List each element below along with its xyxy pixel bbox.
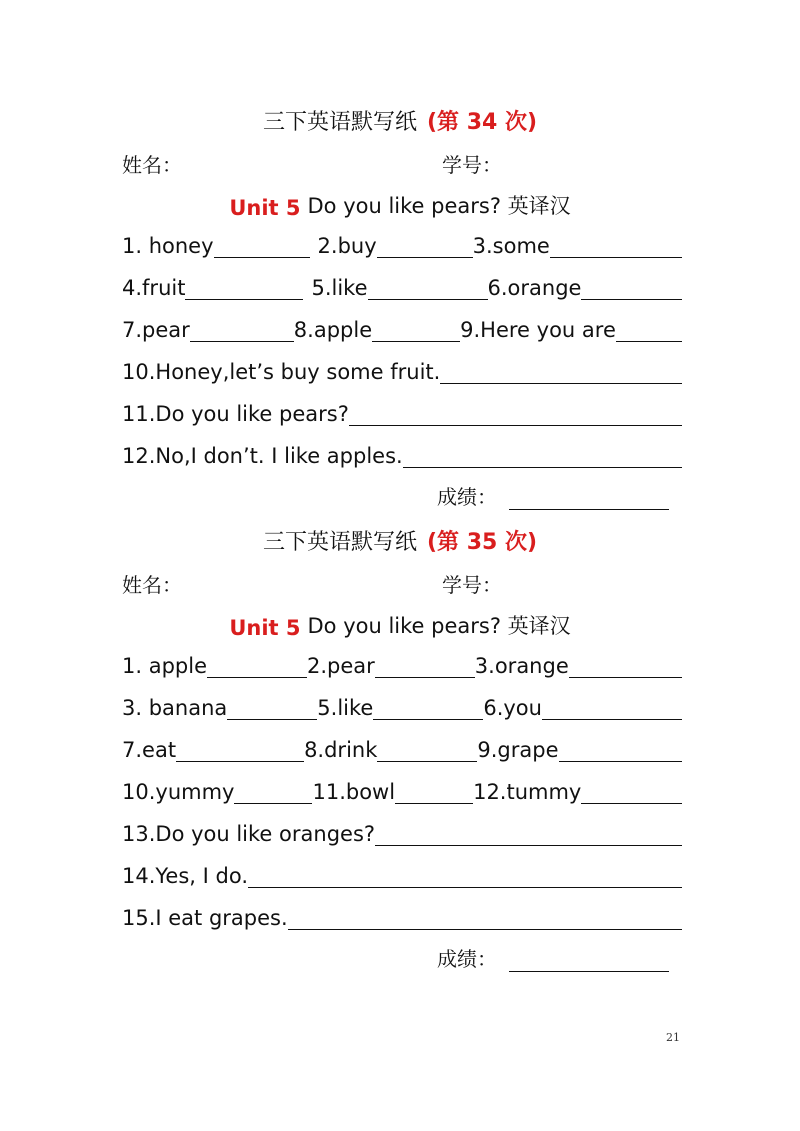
vocab-item: 11.bowl — [312, 766, 473, 808]
sheet-title-text: 三下英语默写纸 — [262, 530, 417, 555]
vocab-item: 7.pear — [122, 304, 294, 346]
answer-blank[interactable] — [368, 275, 488, 300]
vocab-row — [122, 766, 682, 808]
vocab-item: 12.tummy — [473, 766, 682, 808]
answer-blank[interactable] — [559, 737, 683, 762]
vocab-item: 6.you — [483, 682, 682, 724]
sentence-prompt: 13.Do you like oranges? — [122, 822, 376, 846]
sheet-title-text: 三下英语默写纸 — [262, 110, 417, 135]
sentence-row — [122, 850, 682, 892]
vocab-item: 3.orange — [475, 640, 682, 682]
answer-blank[interactable] — [550, 233, 682, 258]
answer-blank[interactable] — [375, 821, 682, 846]
answer-blank[interactable] — [185, 275, 303, 300]
answer-blank[interactable] — [581, 779, 682, 804]
unit-label: Unit 5 — [229, 196, 301, 220]
vocab-item: 5.like — [311, 262, 487, 304]
sentence-prompt: 15.I eat grapes. — [122, 906, 288, 930]
vocab-row — [122, 724, 682, 766]
vocab-item: 8.drink — [304, 724, 477, 766]
answer-blank[interactable] — [190, 317, 294, 342]
sentence-row — [122, 346, 682, 388]
vocab-item: 2.buy — [318, 220, 473, 262]
sentence-prompt: 12.No,I don’t. I like apples. — [122, 444, 403, 468]
answer-blank[interactable] — [440, 359, 682, 384]
answer-blank[interactable] — [377, 233, 473, 258]
sheet-title — [0, 514, 800, 556]
score-blank[interactable] — [509, 485, 669, 510]
vocab-row — [122, 640, 682, 682]
answer-blank[interactable] — [542, 695, 682, 720]
answer-blank[interactable] — [372, 317, 460, 342]
answer-blank[interactable] — [349, 401, 682, 426]
sentence-row — [122, 808, 682, 850]
vocab-item: 10.yummy — [122, 766, 312, 808]
vocab-row — [122, 262, 682, 304]
answer-blank[interactable] — [248, 863, 682, 888]
sheet-count: (第 34 次) — [426, 110, 538, 135]
vocab-item: 1. honey — [122, 220, 310, 262]
unit-heading — [0, 178, 800, 220]
vocab-row — [122, 304, 682, 346]
student-info-row — [122, 556, 682, 598]
score-row — [437, 472, 677, 514]
score-label: 成绩： — [437, 947, 497, 971]
vocab-item: 1. apple — [122, 640, 307, 682]
vocab-item: 4.fruit — [122, 262, 303, 304]
sentence-row — [122, 388, 682, 430]
answer-blank[interactable] — [176, 737, 304, 762]
sentence-row — [122, 430, 682, 472]
student-info-row — [122, 136, 682, 178]
unit-heading — [0, 598, 800, 640]
answer-blank[interactable] — [227, 695, 317, 720]
answer-blank[interactable] — [214, 233, 310, 258]
vocab-item: 8.apple — [294, 304, 460, 346]
vocab-item: 6.orange — [488, 262, 683, 304]
vocab-row — [122, 682, 682, 724]
score-blank[interactable] — [509, 947, 669, 972]
vocab-item: 9.grape — [477, 724, 682, 766]
score-row — [437, 934, 677, 976]
sentence-prompt: 14.Yes, I do. — [122, 864, 248, 888]
answer-blank[interactable] — [377, 737, 477, 762]
unit-title: Do you like pears? 英译汉 — [307, 614, 571, 638]
answer-blank[interactable] — [373, 695, 483, 720]
answer-blank[interactable] — [395, 779, 473, 804]
vocab-item: 3. banana — [122, 682, 317, 724]
answer-blank[interactable] — [403, 443, 682, 468]
vocab-item: 3.some — [473, 220, 682, 262]
sheet-count: (第 35 次) — [426, 530, 538, 555]
answer-blank[interactable] — [207, 653, 307, 678]
unit-label: Unit 5 — [229, 616, 301, 640]
unit-title: Do you like pears? 英译汉 — [307, 194, 571, 218]
answer-blank[interactable] — [616, 317, 682, 342]
vocab-row — [122, 220, 682, 262]
answer-blank[interactable] — [569, 653, 682, 678]
answer-blank[interactable] — [581, 275, 682, 300]
vocab-item: 7.eat — [122, 724, 304, 766]
student-id-label: 学号： — [442, 153, 502, 177]
name-label: 姓名： — [122, 153, 182, 177]
sentence-prompt: 11.Do you like pears? — [122, 402, 349, 426]
sentence-prompt: 10.Honey,let’s buy some fruit. — [122, 360, 441, 384]
vocab-item: 5.like — [317, 682, 483, 724]
name-label: 姓名： — [122, 573, 182, 597]
score-label: 成绩： — [437, 485, 497, 509]
sentence-row — [122, 892, 682, 934]
vocab-item: 2.pear — [307, 640, 475, 682]
answer-blank[interactable] — [288, 905, 682, 930]
student-id-label: 学号： — [442, 573, 502, 597]
page-number: 21 — [666, 1031, 680, 1044]
sheet-title — [0, 94, 800, 136]
answer-blank[interactable] — [234, 779, 312, 804]
answer-blank[interactable] — [375, 653, 475, 678]
vocab-item: 9.Here you are — [460, 304, 682, 346]
